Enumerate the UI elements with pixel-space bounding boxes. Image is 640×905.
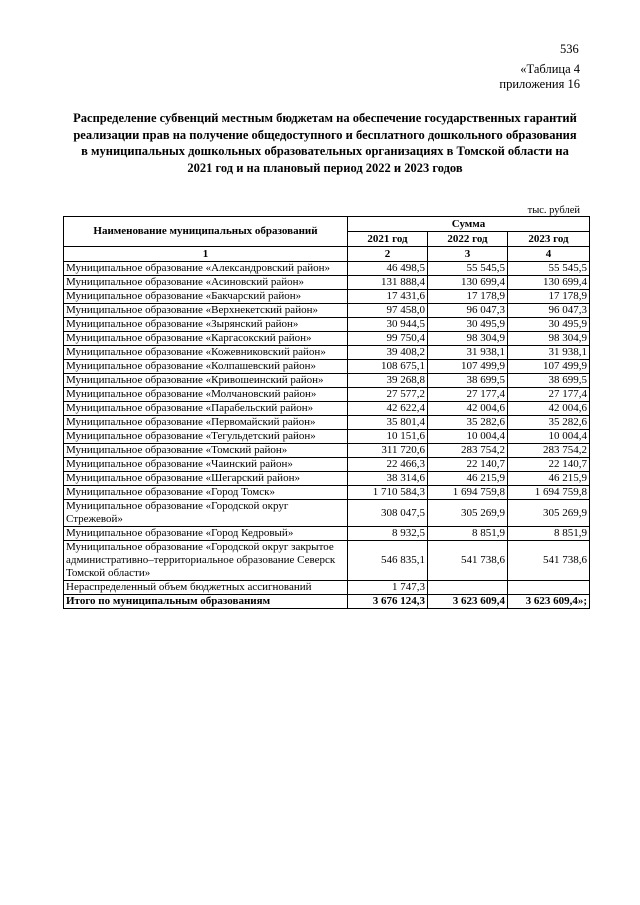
table-row — [64, 290, 590, 304]
page-number: 536 — [560, 42, 579, 56]
value-2023: 8 851,9 — [508, 527, 590, 541]
municipality-name: Муниципальное образование «Томский район» — [64, 444, 348, 458]
municipality-name: Муниципальное образование «Колпашевский район» — [64, 360, 348, 374]
municipality-name: Муниципальное образование «Каргасокский район» — [64, 332, 348, 346]
value-2023: 1 694 759,8 — [508, 486, 590, 500]
table-row — [64, 444, 590, 458]
col-number-2: 2 — [348, 247, 428, 262]
value-2023: 10 004,4 — [508, 430, 590, 444]
value-2022: 46 215,9 — [428, 472, 508, 486]
col-number-3: 3 — [428, 247, 508, 262]
subsidy-table — [63, 216, 590, 609]
header-year-2022: 2022 год — [428, 232, 508, 247]
value-2023: 22 140,7 — [508, 458, 590, 472]
total-2023: 3 623 609,4»; — [508, 595, 590, 609]
municipality-name: Муниципальное образование «Первомайский район» — [64, 416, 348, 430]
value-2023: 31 938,1 — [508, 346, 590, 360]
value-2022: 30 495,9 — [428, 318, 508, 332]
total-2022: 3 623 609,4 — [428, 595, 508, 609]
municipality-name: Муниципальное образование «Парабельский район» — [64, 402, 348, 416]
municipality-name: Муниципальное образование «Зырянский район» — [64, 318, 348, 332]
value-2021: 38 314,6 — [348, 472, 428, 486]
value-2021: 311 720,6 — [348, 444, 428, 458]
value-2021: 10 151,6 — [348, 430, 428, 444]
document-title: Распределение субвенций местным бюджетам на обеспечение государственных гарантий реализации прав на получение общедоступного и бесплатного дошкольного образования в муниципальных дошкольных образовательных организациях в Томской области на 2021 год и на плановый период 2022 и 2023 годов — [73, 111, 577, 175]
value-2021: 30 944,5 — [348, 318, 428, 332]
header-year-2023: 2023 год — [508, 232, 590, 247]
value-2023: 42 004,6 — [508, 402, 590, 416]
value-2022: 31 938,1 — [428, 346, 508, 360]
municipality-name: Муниципальное образование «Молчановский район» — [64, 388, 348, 402]
value-2021: 42 622,4 — [348, 402, 428, 416]
table-row — [64, 318, 590, 332]
municipality-name: Муниципальное образование «Бакчарский район» — [64, 290, 348, 304]
value-2022: 8 851,9 — [428, 527, 508, 541]
col-number-1: 1 — [64, 247, 348, 262]
total-row — [64, 595, 590, 609]
value-2023: 305 269,9 — [508, 500, 590, 527]
value-2021: 27 577,2 — [348, 388, 428, 402]
value-2021: 1 710 584,3 — [348, 486, 428, 500]
header-name: Наименование муниципальных образований — [64, 217, 348, 247]
value-2023: 35 282,6 — [508, 416, 590, 430]
value-2023: 27 177,4 — [508, 388, 590, 402]
table-row — [64, 374, 590, 388]
table-row — [64, 346, 590, 360]
value-2022: 10 004,4 — [428, 430, 508, 444]
value-2022: 98 304,9 — [428, 332, 508, 346]
municipality-name: Муниципальное образование «Асиновский район» — [64, 276, 348, 290]
table-row — [64, 332, 590, 346]
value-2021: 17 431,6 — [348, 290, 428, 304]
value-2022: 305 269,9 — [428, 500, 508, 527]
table-ref-line2: приложения 16 — [499, 77, 580, 91]
value-2023: 55 545,5 — [508, 262, 590, 276]
municipality-name: Муниципальное образование «Верхнекетский район» — [64, 304, 348, 318]
value-2021: 39 268,8 — [348, 374, 428, 388]
value-2022: 130 699,4 — [428, 276, 508, 290]
value-2023: 46 215,9 — [508, 472, 590, 486]
value-2023: 30 495,9 — [508, 318, 590, 332]
municipality-name: Муниципальное образование «Город Кедровый» — [64, 527, 348, 541]
value-2021: 97 458,0 — [348, 304, 428, 318]
units-label: тыс. рублей — [527, 205, 580, 216]
value-2023 — [508, 581, 590, 595]
municipality-name: Муниципальное образование «Тегульдетский район» — [64, 430, 348, 444]
value-2023: 17 178,9 — [508, 290, 590, 304]
table-row — [64, 262, 590, 276]
value-2022: 17 178,9 — [428, 290, 508, 304]
value-2022: 38 699,5 — [428, 374, 508, 388]
table-row — [64, 458, 590, 472]
header-sum: Сумма — [348, 217, 590, 232]
table-row — [64, 416, 590, 430]
value-2022: 107 499,9 — [428, 360, 508, 374]
value-2022 — [428, 581, 508, 595]
table-row — [64, 402, 590, 416]
value-2022: 541 738,6 — [428, 541, 508, 581]
table-row — [64, 527, 590, 541]
table-reference — [499, 62, 580, 92]
value-2021: 39 408,2 — [348, 346, 428, 360]
value-2021: 22 466,3 — [348, 458, 428, 472]
value-2023: 98 304,9 — [508, 332, 590, 346]
value-2023: 96 047,3 — [508, 304, 590, 318]
value-2023: 541 738,6 — [508, 541, 590, 581]
value-2022: 283 754,2 — [428, 444, 508, 458]
value-2021: 546 835,1 — [348, 541, 428, 581]
value-2022: 35 282,6 — [428, 416, 508, 430]
municipality-name: Муниципальное образование «Городской округ закрытое административно–территориальное образование Северск Томской области» — [64, 541, 348, 581]
value-2021: 8 932,5 — [348, 527, 428, 541]
value-2022: 22 140,7 — [428, 458, 508, 472]
col-number-4: 4 — [508, 247, 590, 262]
table-row — [64, 541, 590, 581]
value-2022: 27 177,4 — [428, 388, 508, 402]
value-2023: 107 499,9 — [508, 360, 590, 374]
value-2021: 108 675,1 — [348, 360, 428, 374]
table-row — [64, 500, 590, 527]
table-row — [64, 472, 590, 486]
total-label: Итого по муниципальным образованиям — [64, 595, 348, 609]
value-2022: 1 694 759,8 — [428, 486, 508, 500]
value-2023: 38 699,5 — [508, 374, 590, 388]
municipality-name: Муниципальное образование «Город Томск» — [64, 486, 348, 500]
table-body — [64, 262, 590, 609]
municipality-name: Муниципальное образование «Кривошеинский район» — [64, 374, 348, 388]
table-row — [64, 276, 590, 290]
table-row — [64, 360, 590, 374]
header-year-2021: 2021 год — [348, 232, 428, 247]
total-2021: 3 676 124,3 — [348, 595, 428, 609]
municipality-name: Нераспределенный объем бюджетных ассигнований — [64, 581, 348, 595]
municipality-name: Муниципальное образование «Кожевниковский район» — [64, 346, 348, 360]
value-2021: 131 888,4 — [348, 276, 428, 290]
table-ref-line1: «Таблица 4 — [520, 62, 580, 76]
value-2022: 42 004,6 — [428, 402, 508, 416]
table-row — [64, 388, 590, 402]
value-2022: 96 047,3 — [428, 304, 508, 318]
value-2023: 130 699,4 — [508, 276, 590, 290]
value-2021: 35 801,4 — [348, 416, 428, 430]
value-2021: 308 047,5 — [348, 500, 428, 527]
value-2022: 55 545,5 — [428, 262, 508, 276]
value-2021: 99 750,4 — [348, 332, 428, 346]
table-row — [64, 581, 590, 595]
value-2021: 46 498,5 — [348, 262, 428, 276]
municipality-name: Муниципальное образование «Чаинский район» — [64, 458, 348, 472]
municipality-name: Муниципальное образование «Шегарский район» — [64, 472, 348, 486]
table-row — [64, 304, 590, 318]
value-2021: 1 747,3 — [348, 581, 428, 595]
municipality-name: Муниципальное образование «Александровский район» — [64, 262, 348, 276]
table-row — [64, 430, 590, 444]
table-row — [64, 486, 590, 500]
municipality-name: Муниципальное образование «Городской округ Стрежевой» — [64, 500, 348, 527]
value-2023: 283 754,2 — [508, 444, 590, 458]
